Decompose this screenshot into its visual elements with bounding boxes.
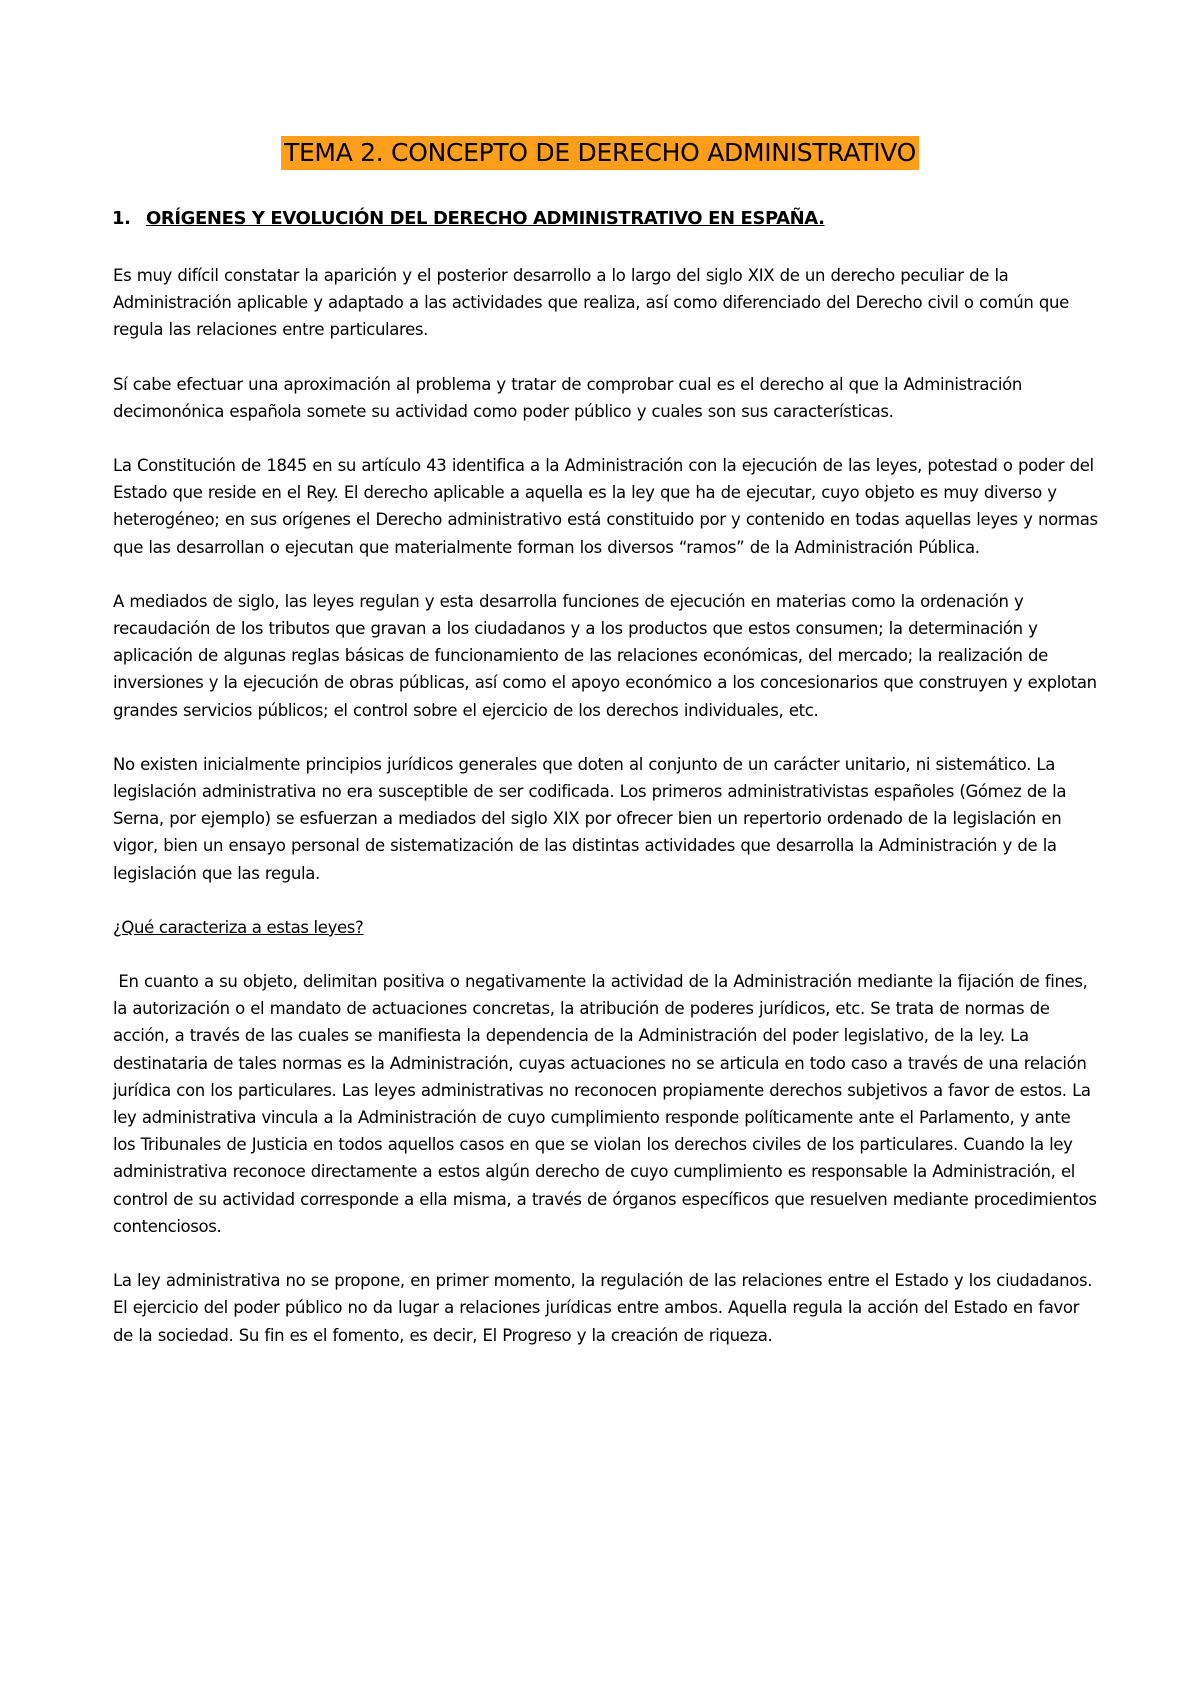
- title-container: [0, 136, 1200, 170]
- document-body: [113, 262, 1104, 1376]
- paragraph-7: La ley administrativa no se propone, en primer momento, la regulación de las relaciones entre el Estado y los ciudadanos. El ejercicio del poder público no da lugar a relaciones jurídicas entre ambos. Aquella regula la acción del Estado en favor de la sociedad. Su fin es el fomento, es decir, El Progreso y la creación de riqueza.: [113, 1271, 1098, 1345]
- section-number: 1.: [112, 208, 131, 229]
- paragraph-3: La Constitución de 1845 en su artículo 43 identifica a la Administración con la ejecución de las leyes, potestad o poder del Estado que reside en el Rey. El derecho aplicable a aquella es la ley que ha de ejecutar, cuyo objeto es muy diverso y heterogéneo; en sus orígenes el Derecho administrativo está constituido por y contenido en todas aquellas leyes y normas que las desarrollan o ejecutan que materialmente forman los diversos “ramos” de la Administración Pública.: [113, 456, 1104, 557]
- section-heading-text: ORÍGENES Y EVOLUCIÓN DEL DERECHO ADMINISTRATIVO EN ESPAÑA.: [146, 208, 825, 229]
- paragraph-6: En cuanto a su objeto, delimitan positiva o negativamente la actividad de la Administración mediante la fijación de fines, la autorización o el mandato de actuaciones concretas, la atribución de poderes jurídicos, etc. Se trata de normas de acción, a través de las cuales se manifiesta la dependencia de la Administración del poder legislativo, de la ley. La destinataria de tales normas es la Administración, cuyas actuaciones no se articula en todo caso a través de una relación jurídica con los particulares. Las leyes administrativas no reconocen propiamente derechos subjetivos a favor de estos. La ley administrativa vincula a la Administración de cuyo cumplimiento responde políticamente ante el Parlamento, y ante los Tribunales de Justicia en todos aquellos casos en que se violan los derechos civiles de los particulares. Cuando la ley administrativa reconoce directamente a estos algún derecho de cuyo cumplimiento es responsable la Administración, el control de su actividad corresponde a ella misma, a través de órganos específicos que resuelven mediante procedimientos contenciosos.: [113, 972, 1103, 1236]
- paragraph-4: A mediados de siglo, las leyes regulan y esta desarrolla funciones de ejecución en materias como la ordenación y recaudación de los tributos que gravan a los ciudadanos y a los productos que estos consumen; la determinación y aplicación de algunas reglas básicas de funcionamiento de las relaciones económicas, del mercado; la realización de inversiones y la ejecución de obras públicas, así como el apoyo económico a los concesionarios que construyen y explotan grandes servicios públicos; el control sobre el ejercicio de los derechos individuales, etc.: [113, 591, 1103, 720]
- paragraph-2: Sí cabe efectuar una aproximación al problema y tratar de comprobar cual es el derecho al que la Administración decimonónica española somete su actividad como poder público y cuales son sus características.: [113, 374, 1028, 421]
- paragraph-5: No existen inicialmente principios jurídicos generales que doten al conjunto de un carácter unitario, ni sistemático. La legislación administrativa no era susceptible de ser codificada. Los primeros administrativistas españoles (Gómez de la Serna, por ejemplo) se esfuerzan a mediados del siglo XIX por ofrecer bien un repertorio ordenado de la legislación en vigor, bien un ensayo personal de sistematización de las distintas actividades que desarrolla la Administración y de la legislación que las regula.: [113, 754, 1072, 883]
- section-heading: [112, 206, 825, 232]
- paragraph-1: Es muy difícil constatar la aparición y el posterior desarrollo a lo largo del siglo XIX de un derecho peculiar de la Administración aplicable y adaptado a las actividades que realiza, así como diferenciado del Derecho civil o común que regula las relaciones entre particulares.: [113, 266, 1075, 340]
- question-heading: [113, 914, 1098, 941]
- question-text: ¿Qué caracteriza a estas leyes?: [113, 917, 364, 937]
- document-title: TEMA 2. CONCEPTO DE DERECHO ADMINISTRATIVO: [281, 136, 919, 170]
